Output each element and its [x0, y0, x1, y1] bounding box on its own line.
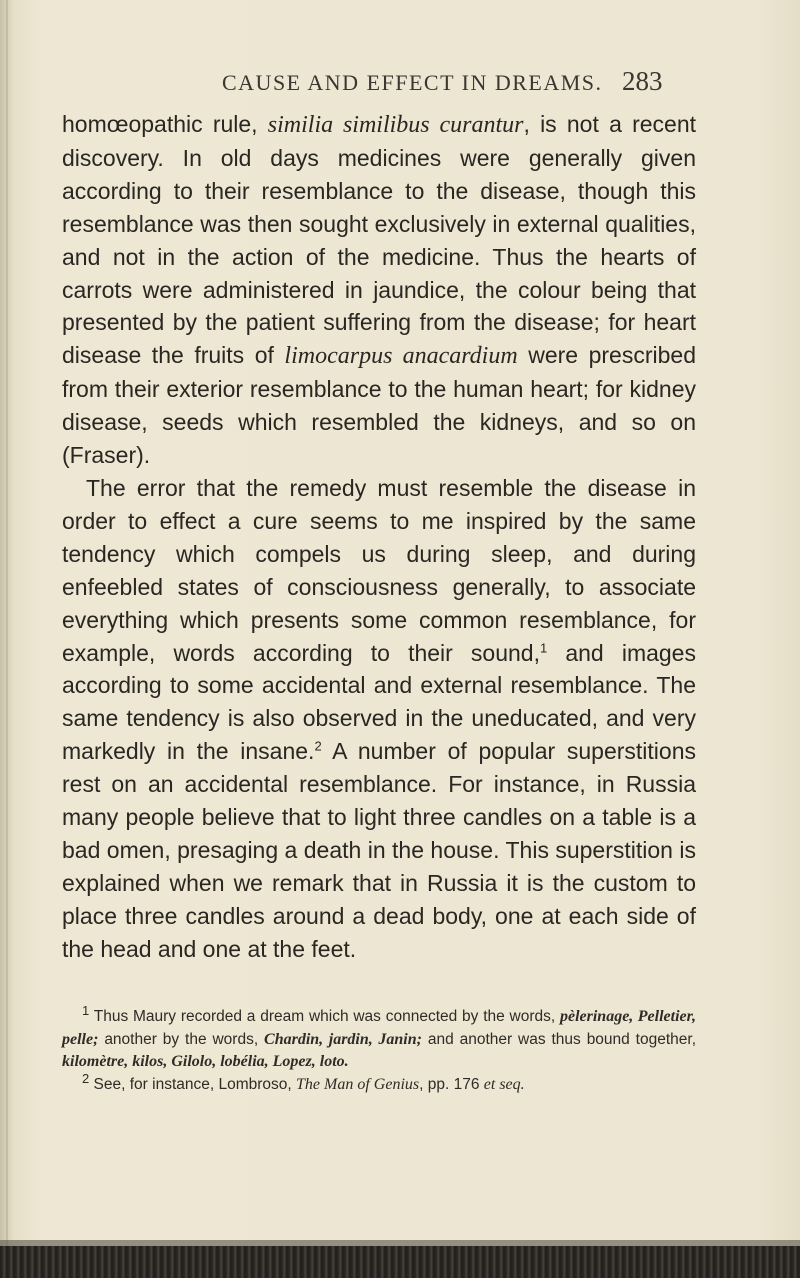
footnote-2-marker: 2 — [82, 1070, 90, 1086]
footnote-2-text-b: , pp. 176 — [419, 1075, 484, 1093]
paragraph-2-text-b: and images according to some accidental and external resemblance. The same tendency is also observed in the uneducated, and very markedly in the insane. — [62, 639, 696, 765]
footnote-2-text-a: See, for instance, Lombroso, — [89, 1075, 297, 1093]
footnote-1-words-b: Chardin, jardin, Janin; — [264, 1030, 422, 1048]
footnotes — [62, 1002, 697, 1096]
paragraph-2-text-c: A number of popular superstitions rest on an accidental resemblance. For instance, in Russia many people believe that to light three candles on a table is a bad omen, presaging a death in the house. This superstition is explained when we remark that in Russia it is the custom to place three candles around a dead body, one at each side of the head and one at the feet. — [62, 738, 697, 962]
footnote-1-marker: 1 — [82, 1002, 90, 1018]
page-header — [0, 62, 800, 102]
footnote-2 — [62, 1070, 696, 1097]
footnote-1-text-a: Thus Maury recorded a dream which was connected by the words, — [89, 1008, 560, 1025]
footnote-1-text-c: and another was thus bound together, — [421, 1030, 697, 1048]
paragraph-2-text-a: The error that the remedy must resemble the disease in order to effect a cure seems to me inspired by the same tendency which compels us during sleep, and during enfeebled states of consciousness generally, to associate everything which presents some common resemblance, for example, words according to their sound, — [62, 474, 696, 666]
footnote-1-words-c: kilomètre, kilos, Gilolo, lobélia, Lopez, loto. — [62, 1053, 349, 1070]
body-text — [62, 108, 696, 966]
footnote-ref-1[interactable]: 1 — [539, 639, 548, 655]
paragraph-1-text-a: homœopathic rule, — [62, 111, 268, 137]
paragraph-1-text-c: were prescribed from their exterior resemblance to the human heart; for kidney disease, seeds which resembled the kidneys, and so on (Fraser). — [62, 342, 696, 469]
running-title: CAUSE AND EFFECT IN DREAMS. — [222, 70, 603, 95]
footnote-1 — [62, 1002, 697, 1074]
page-number: 283 — [622, 66, 663, 96]
paragraph-2 — [62, 472, 696, 966]
paragraph-1-latin-phrase: similia similibus curantur — [267, 112, 524, 138]
paragraph-1-species-name: limocarpus anacardium — [284, 343, 518, 370]
footnote-2-book-title: The Man of Genius — [296, 1075, 420, 1093]
binding-gutter — [6, 0, 8, 1278]
footnote-1-words-a: pèlerinage, Pelletier, pelle; — [62, 1008, 696, 1048]
footnote-ref-2[interactable]: 2 — [314, 738, 322, 754]
paragraph-1-text-b: , is not a recent discovery. In old days medicines were generally given according to their resemblance to the disease, though this resemblance was then sought exclusively in external qualities, and not in the action of the medicine. Thus the hearts of carrots were administered in jaundice, the colour being that presented by the patient suffering from the disease; for heart disease the fruits of — [62, 111, 697, 369]
paragraph-1 — [62, 108, 696, 472]
footnote-1-text-b: another by the words, — [98, 1030, 265, 1048]
footnote-2-et-seq: et seq. — [483, 1075, 525, 1093]
scan-bottom-band — [0, 1246, 800, 1278]
